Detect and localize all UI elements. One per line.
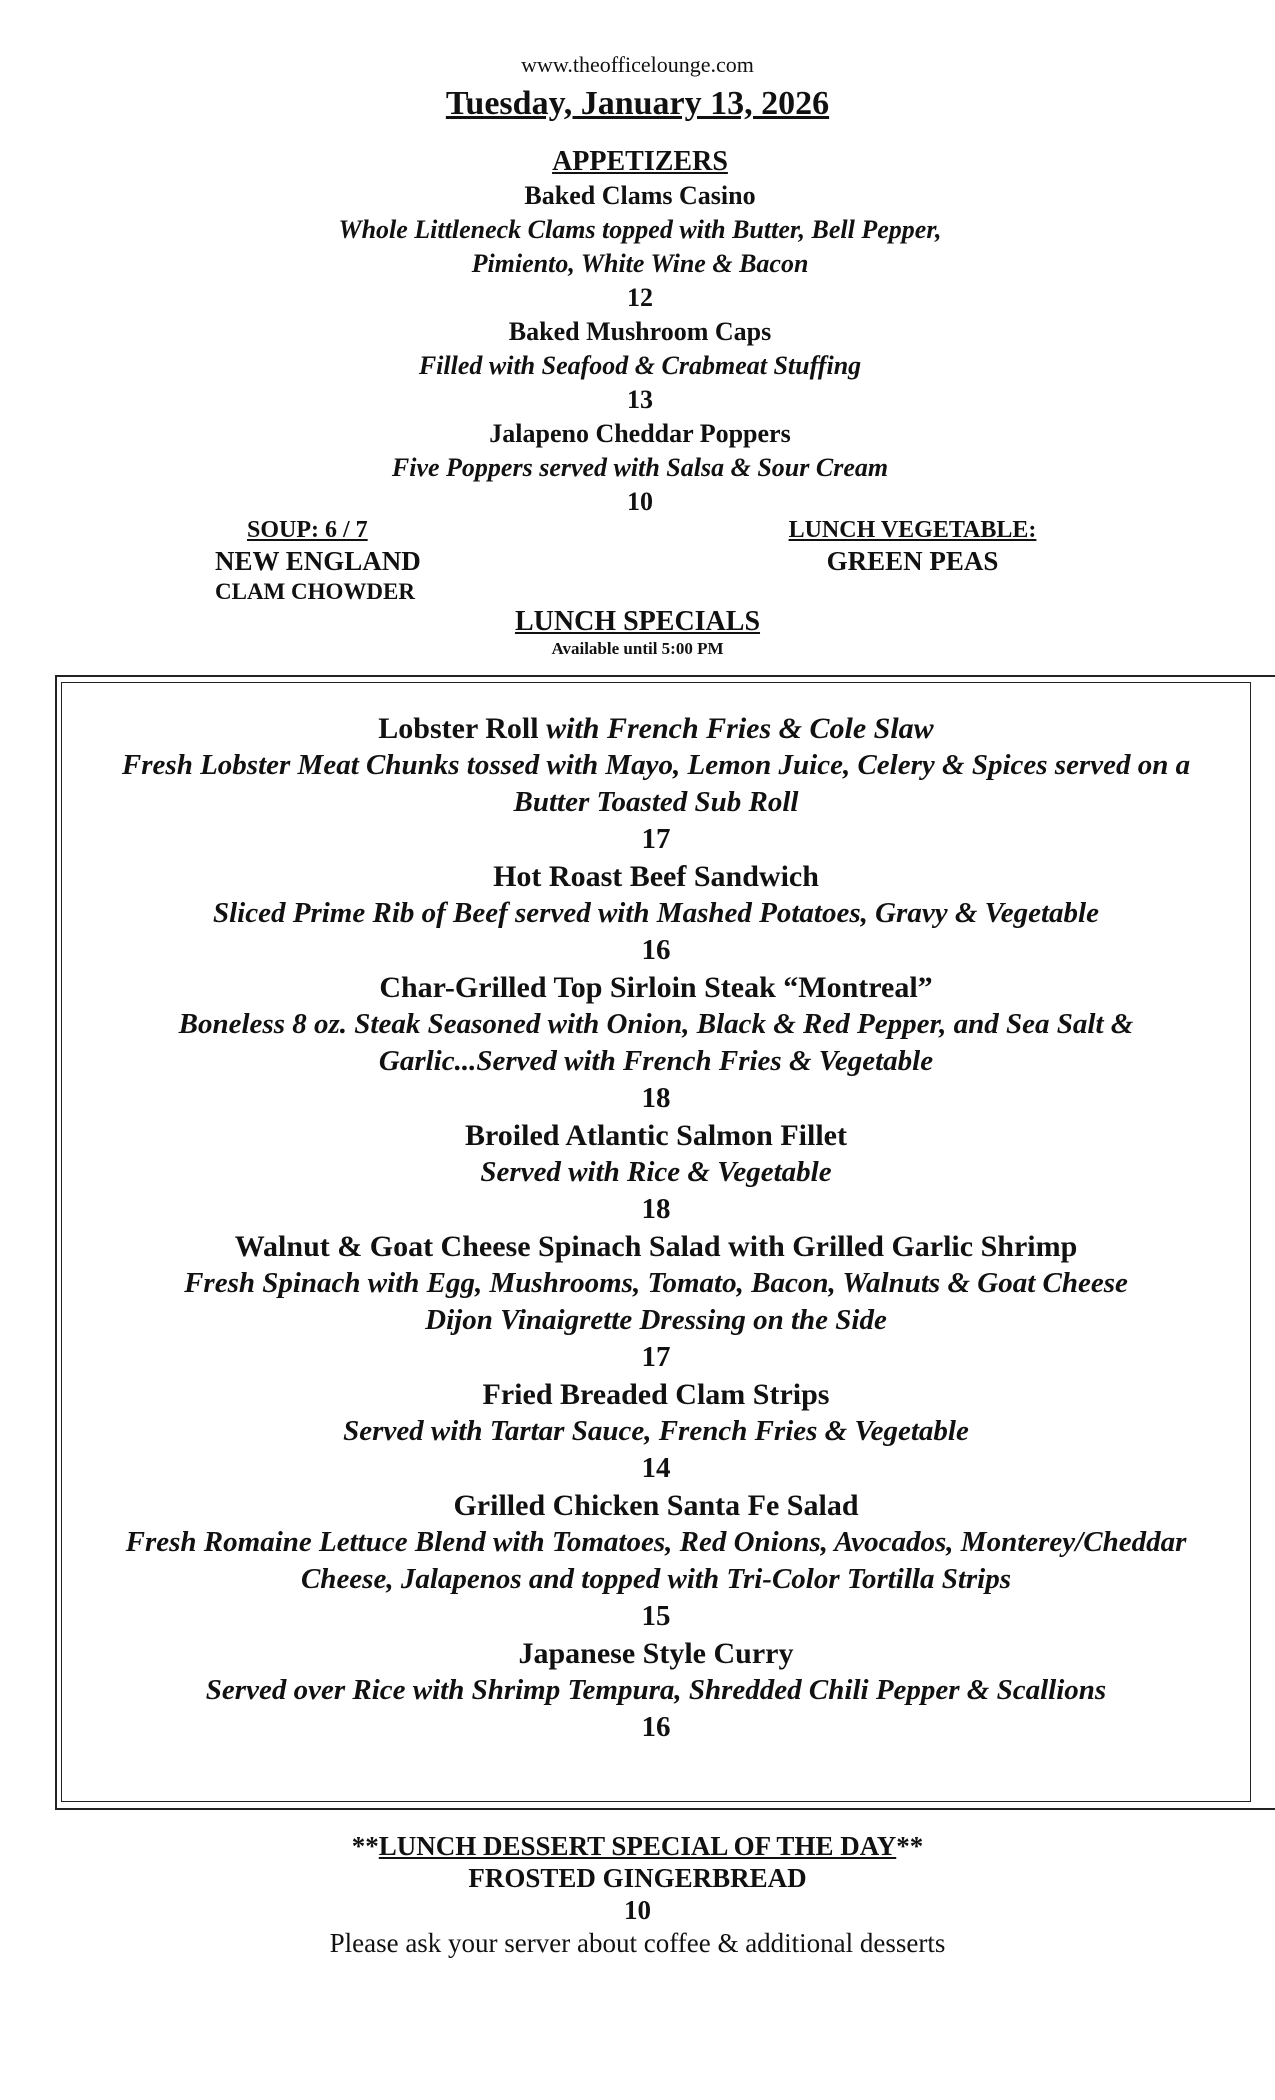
vegetable-section [770, 515, 1055, 577]
appetizers-section [240, 145, 1040, 519]
special-name: Fried Breaded Clam Strips [482, 1378, 830, 1411]
vegetable-name: GREEN PEAS [826, 546, 999, 576]
special-name: Broiled Atlantic Salmon Fillet [465, 1119, 847, 1152]
appetizer-item [240, 417, 1040, 519]
dessert-price: 10 [624, 1895, 651, 1925]
dessert-suffix: ** [896, 1831, 924, 1861]
special-item [61, 969, 1251, 1117]
special-desc: Served with Tartar Sauce, French Fries & Vegetable [343, 1415, 969, 1447]
special-name: Grilled Chicken Santa Fe Salad [453, 1489, 859, 1522]
special-name: Hot Roast Beef Sandwich [493, 860, 819, 893]
dessert-note: Please ask your server about coffee & additional desserts [329, 1928, 946, 1958]
dessert-prefix: ** [351, 1831, 379, 1861]
dessert-heading: LUNCH DESSERT SPECIAL OF THE DAY [378, 1831, 897, 1861]
appetizer-desc: Filled with Seafood & Crabmeat Stuffing [418, 351, 862, 380]
special-item [61, 1117, 1251, 1228]
website-url: www.theofficelounge.com [521, 52, 754, 77]
appetizer-name: Jalapeno Cheddar Poppers [489, 419, 791, 448]
special-price: 17 [641, 823, 671, 855]
appetizer-desc: Whole Littleneck Clams topped with Butter, Bell Pepper, [338, 215, 942, 244]
soup-heading: SOUP: 6 / 7 [247, 517, 368, 543]
appetizer-price: 13 [627, 385, 653, 414]
soup-subname: CLAM CHOWDER [215, 579, 415, 604]
special-name: Walnut & Goat Cheese Spinach Salad with Grilled Garlic Shrimp [234, 1230, 1078, 1263]
special-name [61, 710, 1251, 747]
appetizer-name: Baked Clams Casino [524, 181, 756, 210]
special-item [61, 710, 1251, 858]
special-name: Japanese Style Curry [518, 1637, 794, 1670]
specials-availability: Available until 5:00 PM [551, 639, 724, 658]
appetizer-item [240, 179, 1040, 315]
vegetable-heading: LUNCH VEGETABLE: [788, 517, 1037, 543]
special-price: 16 [641, 934, 671, 966]
special-item [61, 1376, 1251, 1487]
special-price: 18 [641, 1193, 671, 1225]
appetizer-desc: Five Poppers served with Salsa & Sour Cream [391, 453, 889, 482]
special-desc: Garlic...Served with French Fries & Vegetable [378, 1045, 934, 1077]
dessert-heading-line [0, 1830, 1275, 1862]
special-desc: Cheese, Jalapenos and topped with Tri-Color Tortilla Strips [300, 1563, 1012, 1595]
appetizer-price: 10 [627, 487, 653, 516]
special-desc: Fresh Lobster Meat Chunks tossed with Mayo, Lemon Juice, Celery & Spices served on a [121, 749, 1191, 781]
special-desc: Served over Rice with Shrimp Tempura, Shredded Chili Pepper & Scallions [205, 1674, 1107, 1706]
appetizer-item [240, 315, 1040, 417]
appetizer-price: 12 [627, 283, 653, 312]
special-item [61, 1228, 1251, 1376]
specials-list [61, 710, 1251, 1746]
appetizer-desc: Pimiento, White Wine & Bacon [471, 249, 809, 278]
special-desc: Butter Toasted Sub Roll [513, 786, 799, 818]
appetizers-heading: APPETIZERS [552, 146, 728, 177]
soup-section [215, 515, 475, 607]
special-name: Char-Grilled Top Sirloin Steak “Montreal” [379, 971, 933, 1004]
special-name-main: Lobster Roll [378, 712, 539, 745]
special-desc: Dijon Vinaigrette Dressing on the Side [425, 1304, 887, 1336]
special-price: 14 [641, 1452, 671, 1484]
special-price: 15 [641, 1600, 671, 1632]
soup-name: NEW ENGLAND [215, 546, 421, 576]
special-price: 16 [641, 1711, 671, 1743]
appetizer-name: Baked Mushroom Caps [508, 317, 772, 346]
special-name-suffix: with French Fries & Cole Slaw [546, 712, 934, 745]
special-desc: Boneless 8 oz. Steak Seasoned with Onion, Black & Red Pepper, and Sea Salt & [178, 1008, 1134, 1040]
special-item [61, 1487, 1251, 1635]
special-item [61, 858, 1251, 969]
specials-header [0, 605, 1275, 659]
special-price: 17 [641, 1341, 671, 1373]
dessert-name: FROSTED GINGERBREAD [468, 1863, 807, 1893]
specials-heading: LUNCH SPECIALS [514, 606, 761, 637]
special-desc: Served with Rice & Vegetable [480, 1156, 832, 1188]
special-desc: Fresh Spinach with Egg, Mushrooms, Tomato, Bacon, Walnuts & Goat Cheese [184, 1267, 1128, 1299]
dessert-section [0, 1830, 1275, 1960]
special-desc: Fresh Romaine Lettuce Blend with Tomatoes, Red Onions, Avocados, Monterey/Cheddar [125, 1526, 1187, 1558]
special-desc: Sliced Prime Rib of Beef served with Mashed Potatoes, Gravy & Vegetable [213, 897, 1099, 929]
special-item [61, 1635, 1251, 1746]
menu-date: Tuesday, January 13, 2026 [445, 85, 830, 122]
special-price: 18 [641, 1082, 671, 1114]
